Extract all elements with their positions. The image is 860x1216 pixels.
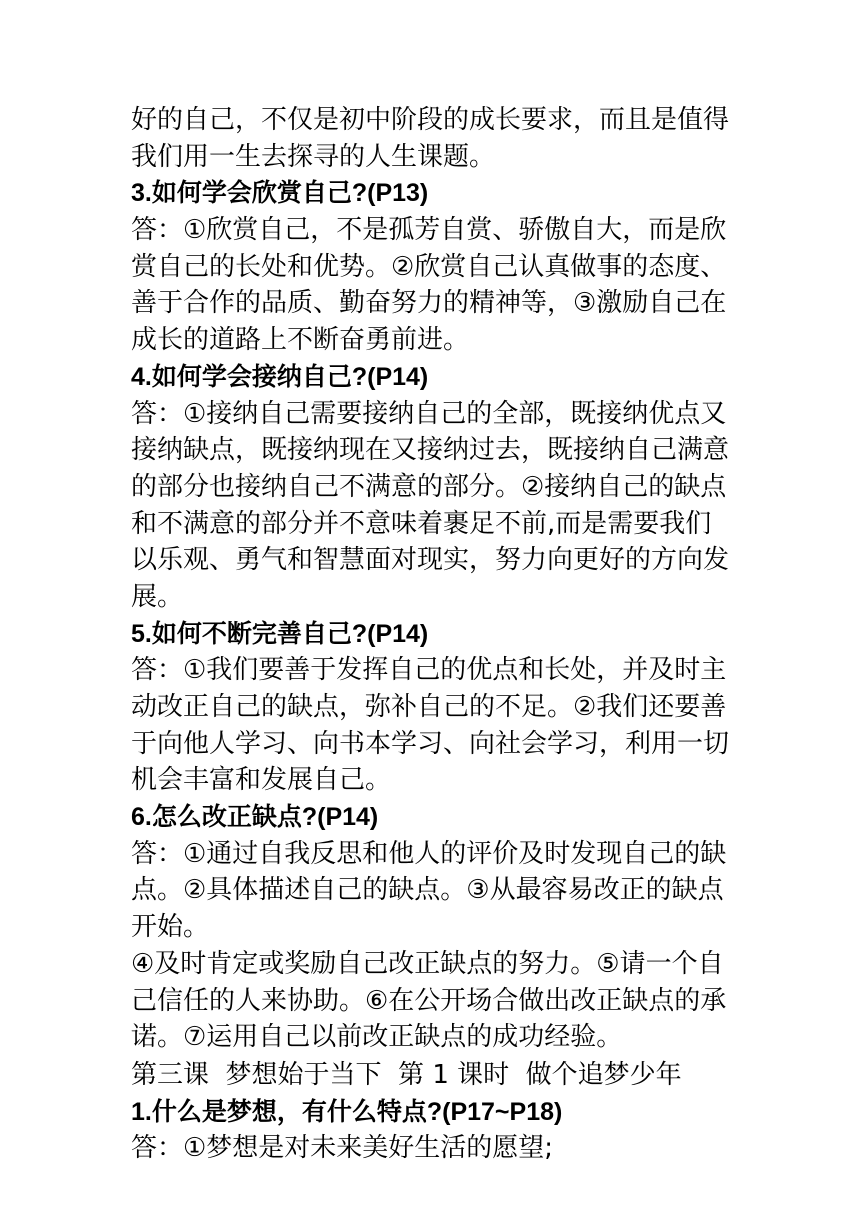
question-heading: 4.如何学会接纳自己?(P14): [131, 362, 429, 391]
text-line: 答：①欣赏自己，不是孤芳自赏、骄傲自大，而是欣: [131, 215, 727, 246]
question-heading: 3.如何学会欣赏自己?(P13): [131, 179, 429, 208]
text-line: 诺。⑦运用自己以前改正缺点的成功经验。: [131, 1022, 623, 1053]
text-line: 好的自己，不仅是初中阶段的成长要求，而且是值得: [131, 105, 730, 135]
text-line: 以乐观、勇气和智慧面对现实，努力向更好的方向发: [131, 545, 730, 576]
text-line: 答：①我们要善于发挥自己的优点和长处，并及时主: [131, 655, 727, 686]
text-line: 点。②具体描述自己的缺点。③从最容易改正的缺点: [131, 875, 724, 906]
text-line: 动改正自己的缺点，弥补自己的不足。②我们还要善: [131, 692, 727, 722]
text-line: 的部分也接纳自己不满意的部分。②接纳自己的缺点: [131, 471, 727, 502]
text-line: 开始。: [131, 912, 210, 943]
text-line: 答：①梦想是对未来美好生活的愿望;: [131, 1133, 554, 1164]
text-line: 展。: [131, 581, 184, 612]
text-line: 我们用一生去探寻的人生课题。: [131, 141, 496, 172]
text-line: 成长的道路上不断奋勇前进。: [131, 325, 470, 356]
question-heading: 6.怎么改正缺点?(P14): [131, 803, 379, 832]
text-line: 己信任的人来协助。⑥在公开场合做出改正缺点的承: [131, 985, 727, 1016]
question-heading: 5.如何不断完善自己?(P14): [131, 619, 429, 648]
document-page: [131, 102, 731, 1167]
text-line: 于向他人学习、向书本学习、向社会学习，利用一切: [131, 728, 730, 759]
question-heading: 1.什么是梦想，有什么特点?(P17~P18): [131, 1097, 563, 1126]
text-line: 和不满意的部分并不意味着裹足不前,而是需要我们: [131, 508, 712, 539]
lesson-title: 第三课 梦想始于当下 第 1 课时 做个追梦少年: [131, 1059, 682, 1090]
text-line: 答：①接纳自己需要接纳自己的全部，既接纳优点又: [131, 398, 727, 429]
text-line: 善于合作的品质、勤奋努力的精神等，③激励自己在: [131, 288, 727, 319]
text-line: 答：①通过自我反思和他人的评价及时发现自己的缺: [131, 838, 727, 869]
text-line: 机会丰富和发展自己。: [131, 765, 392, 796]
text-line: 接纳缺点，既接纳现在又接纳过去，既接纳自己满意: [131, 435, 730, 466]
text-line: ④及时肯定或奖励自己改正缺点的努力。⑤请一个自: [131, 948, 724, 979]
text-line: 赏自己的长处和优势。②欣赏自己认真做事的态度、: [131, 251, 727, 282]
